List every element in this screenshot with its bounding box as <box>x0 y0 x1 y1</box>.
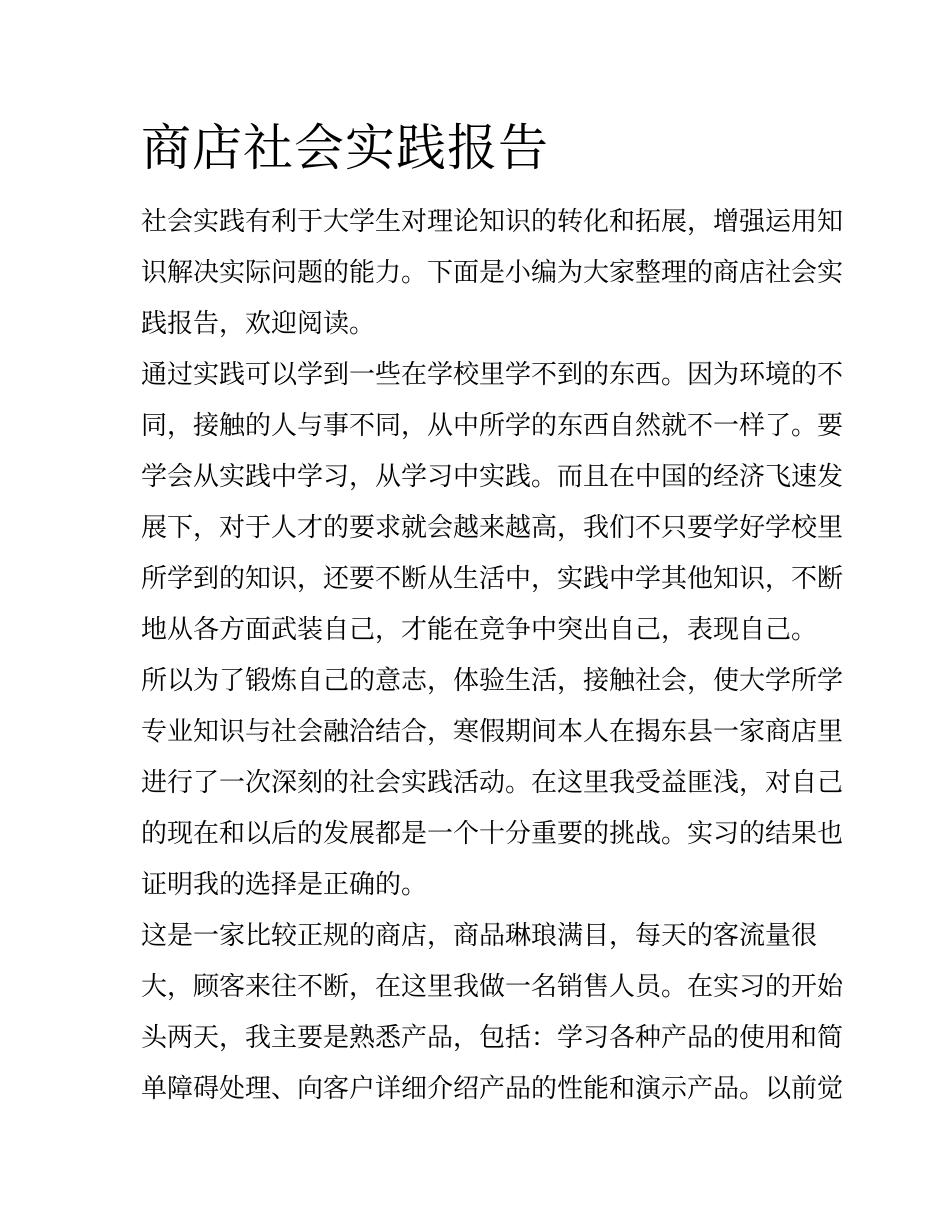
text-line: 学会从实践中学习，从学习中实践。而且在中国的经济飞速发 <box>141 462 844 492</box>
text-line: 展下，对于人才的要求就会越来越高，我们不只要学好学校里 <box>141 513 844 543</box>
text-line: 进行了一次深刻的社会实践活动。在这里我受益匪浅，对自己 <box>141 768 844 798</box>
text-line: 头两天，我主要是熟悉产品，包括：学习各种产品的使用和简 <box>141 1023 844 1053</box>
text-line: 这是一家比较正规的商店，商品琳琅满目，每天的客流量很 <box>141 921 818 951</box>
text-line: 大，顾客来往不断，在这里我做一名销售人员。在实习的开始 <box>141 972 844 1002</box>
text-line: 地从各方面武装自己，才能在竞争中突出自己，表现自己。 <box>141 615 818 645</box>
text-line: 识解决实际问题的能力。下面是小编为大家整理的商店社会实 <box>141 258 844 288</box>
text-line: 证明我的选择是正确的。 <box>141 870 428 900</box>
text-line: 通过实践可以学到一些在学校里学不到的东西。因为环境的不 <box>141 360 844 390</box>
text-line: 单障碍处理、向客户详细介绍产品的性能和演示产品。以前觉 <box>141 1074 844 1104</box>
text-line: 同，接触的人与事不同，从中所学的东西自然就不一样了。要 <box>141 411 844 441</box>
text-line: 所以为了锻炼自己的意志，体验生活，接触社会，使大学所学 <box>141 666 844 696</box>
text-line: 专业知识与社会融洽结合，寒假期间本人在揭东县一家商店里 <box>141 717 844 747</box>
text-line: 践报告，欢迎阅读。 <box>141 309 376 339</box>
text-line: 社会实践有利于大学生对理论知识的转化和拓展，增强运用知 <box>141 207 844 237</box>
text-line: 的现在和以后的发展都是一个十分重要的挑战。实习的结果也 <box>141 819 844 849</box>
text-line: 所学到的知识，还要不断从生活中，实践中学其他知识，不断 <box>141 564 844 594</box>
page-title: 商店社会实践报告 <box>141 119 549 177</box>
